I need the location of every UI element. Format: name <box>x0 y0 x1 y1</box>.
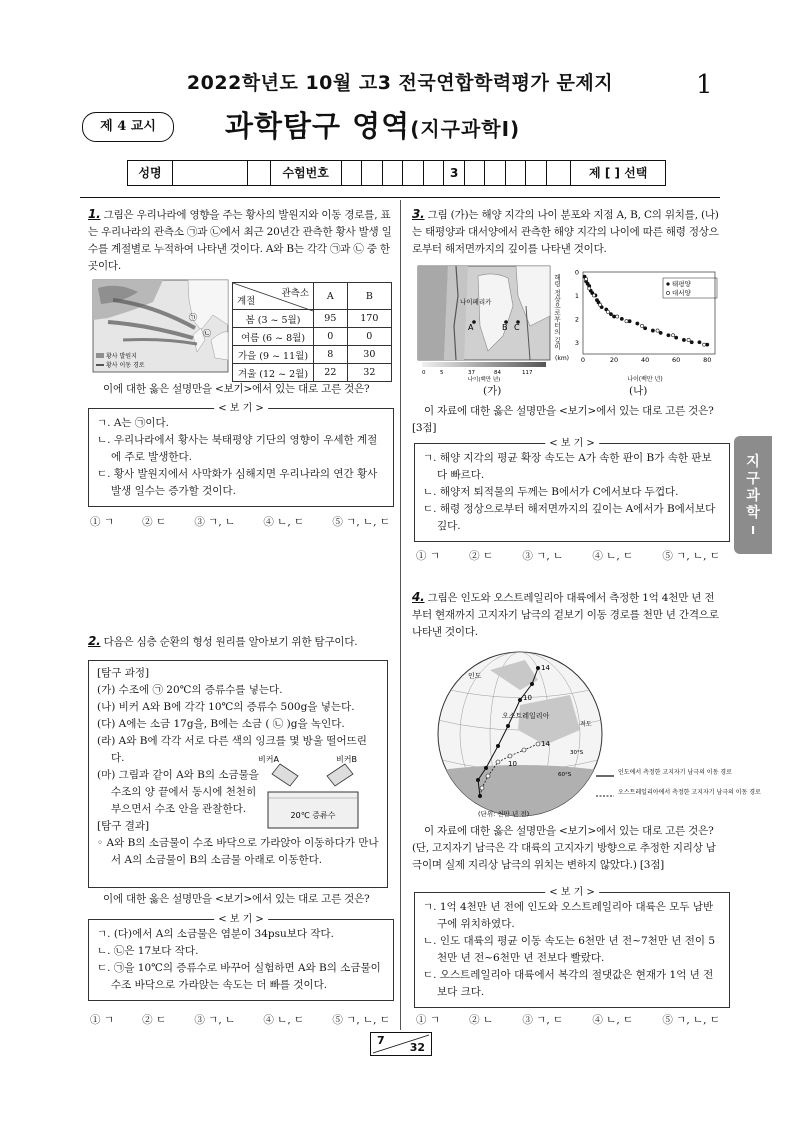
point-b: B <box>502 323 508 332</box>
atlantic-point <box>588 287 591 290</box>
subject-sub: (지구과학Ⅰ) <box>410 117 521 141</box>
q4-stem <box>412 589 720 641</box>
pacific-point <box>706 343 709 346</box>
result-title: [탐구 결과] <box>97 820 150 832</box>
fig-a-label: (가) <box>483 385 502 397</box>
option[interactable]: ③ ㄱ, ㄴ <box>194 516 236 528</box>
bogi-item: ㄴ. ㉡은 17보다 작다. <box>97 945 199 957</box>
pacific-point <box>644 327 647 330</box>
bogi-item: ㄱ. 1억 4천만 년 전에 인도와 오스트레일리아 대륙은 모두 남반구에 위치하였다. <box>423 901 714 930</box>
q1-options <box>90 514 390 529</box>
exam-no-label: 수험번호 <box>270 161 342 185</box>
atlantic-point <box>598 303 601 306</box>
q1-legend-path: 황사 이동 경로 <box>106 362 145 369</box>
svg-text:14: 14 <box>541 740 550 748</box>
bogi-item: ㄴ. 인도 대륙의 평균 이동 속도는 6천만 년 전~7천만 년 전이 5천만 년 전~6천만 년 전보다 빨랐다. <box>423 935 716 964</box>
pacific-point <box>609 313 612 316</box>
q3-bogi-box <box>414 438 730 542</box>
y-tick-label: 3 <box>574 338 579 347</box>
bogi-item: ㄷ. 오스트레일리아 대륙에서 복각의 절댓값은 현재가 1억 년 전보다 크다. <box>423 969 714 998</box>
atlantic-point <box>625 320 628 323</box>
column-divider <box>400 200 401 1030</box>
selection-label: 제 [ ] 선택 <box>570 161 665 185</box>
table-corner: 관측소 계절 <box>233 283 314 310</box>
legend-australia: 오스트레일리아에서 측정한 고지자기 남극의 이동 경로 <box>618 789 761 796</box>
name-field[interactable] <box>173 161 248 185</box>
exam-title: 2022학년도 10월 고3 전국연합학력평가 문제지 <box>186 72 614 94</box>
q1-number: 1. <box>88 207 101 221</box>
proc-step: (나) 비커 A와 B에 각각 10℃의 증류수 500g을 넣는다. <box>97 701 355 713</box>
option[interactable]: ⑤ ㄱ, ㄴ, ㄷ <box>662 550 720 562</box>
q1-prompt: 이에 대한 옳은 설명만을 <보기>에서 있는 대로 고른 것은? <box>103 383 370 395</box>
pacific-point <box>628 320 631 323</box>
pacific-point <box>667 334 670 337</box>
result-text: ◦ A와 B의 소금물이 수조 바닥으로 가라앉아 이동하다가 만나서 A의 소금물이 B의 소금물 아래로 이동한다. <box>97 837 379 866</box>
svg-text:117: 117 <box>522 370 533 376</box>
chart-xlabel: 나이(백만 년) <box>627 376 663 383</box>
q4-globe-figure <box>420 650 761 818</box>
id-row <box>127 160 666 186</box>
footer-page: 7 <box>377 1034 385 1047</box>
option[interactable]: ④ ㄴ, ㄷ <box>263 516 305 528</box>
proc-step: (가) 수조에 ㉠ 20℃의 증류수를 넣는다. <box>97 684 283 696</box>
subject-title <box>225 104 520 145</box>
period-label: 제 4 교시 <box>82 112 174 142</box>
option[interactable]: ④ ㄴ, ㄷ <box>592 1014 634 1026</box>
bogi-item: ㄴ. 해양저 퇴적물의 두께는 B에서가 C에서보다 두껍다. <box>423 486 679 498</box>
pacific-point <box>612 315 615 318</box>
y-tick-label: 2 <box>574 315 579 324</box>
atlantic-point <box>671 334 674 337</box>
proc-step: (라) A와 B에 각각 서로 다른 색의 잉크를 몇 방울 떨어뜨린다. <box>97 735 367 764</box>
svg-text:37: 37 <box>468 370 475 376</box>
option[interactable]: ② ㄷ <box>142 1014 167 1026</box>
exam-no-fixed: 3 <box>444 161 465 185</box>
q2-tank-figure <box>250 752 375 832</box>
option[interactable]: ① ㄱ <box>416 550 440 562</box>
proc-step: (다) A에는 소금 17g을, B에는 소금 ( ㉡ )g을 녹인다. <box>97 718 345 730</box>
q1-text: 그림은 우리나라에 영향을 주는 황사의 발원지와 이동 경로를, 표는 우리나라의 관측소 ㉠과 ㉡에서 최근 20년간 관측한 황사 발생 일수를 계절별로 누적하여 나타낸 것이다. A와 B는 각각 ㉠과 ㉡ 중 한 곳이다. <box>88 209 392 272</box>
svg-text:0: 0 <box>422 370 426 376</box>
q1-marker-1: ㉠ <box>189 313 197 322</box>
table-row: 봄 (3 ~ 5월) 95 170 <box>233 310 392 328</box>
svg-text:나이(백만 년): 나이(백만 년) <box>467 377 501 383</box>
q1-dust-map <box>93 280 228 372</box>
option[interactable]: ① ㄱ <box>416 1014 440 1026</box>
exam-no-digit[interactable] <box>342 161 363 185</box>
option[interactable]: ② ㄴ <box>469 1014 494 1026</box>
point-a: A <box>468 323 474 332</box>
q3-depth-chart <box>553 264 723 382</box>
atlantic-point <box>703 343 706 346</box>
tank-label: 20℃ 증류수 <box>290 811 336 820</box>
q3-options <box>416 548 720 563</box>
option[interactable]: ① ㄱ <box>90 1014 114 1026</box>
q3-seafloor-map <box>418 266 550 382</box>
globe-30s: 30°S <box>570 750 584 756</box>
svg-text:10: 10 <box>508 760 517 768</box>
exam-no-digit[interactable] <box>424 161 445 185</box>
q3-text: 그림 (가)는 해양 지각의 나이 분포와 지점 A, B, C의 위치를, (나)는 태평양과 대서양에서 관측한 해양 지각의 나이에 따른 해령 정상으로부터 해저면까지의 깊이를 나타낸 것이다. <box>412 209 719 255</box>
bogi-title: < 보 기 > <box>545 435 599 452</box>
proc-title: [탐구 과정] <box>97 667 150 679</box>
exam-no-digit[interactable] <box>362 161 383 185</box>
q2-stem <box>88 633 392 651</box>
exam-no-digit[interactable] <box>383 161 404 185</box>
q1-marker-2: ㉡ <box>203 329 211 338</box>
q4-prompt: 이 자료에 대한 옳은 설명만을 <보기>에서 있는 대로 고른 것은? (단, 고지자기 남극은 각 대륙의 고지자기 방향으로 추정한 지리상 남극이며 실제 지리상 남극의 위치는 변하지 않았다.) [3점] <box>412 825 716 871</box>
subject-main: 과학탐구 영역 <box>225 109 411 143</box>
atlantic-point <box>606 310 609 313</box>
exam-no-digit[interactable] <box>506 161 527 185</box>
globe-60s: 60°S <box>558 772 572 778</box>
q2-prompt: 이에 대한 옳은 설명만을 <보기>에서 있는 대로 고른 것은? <box>103 893 370 905</box>
option[interactable]: ③ ㄱ, ㄴ <box>522 550 564 562</box>
svg-text:14: 14 <box>541 664 550 672</box>
bogi-title: < 보 기 > <box>214 400 268 417</box>
bogi-item: ㄱ. A는 ㉠이다. <box>97 417 170 429</box>
exam-no-digit[interactable] <box>526 161 547 185</box>
q4-number: 4. <box>412 590 425 604</box>
bogi-item: ㄷ. 황사 발원지에서 사막화가 심해지면 우리나라의 연간 황사 발생 일수는 증가할 것이다. <box>97 468 378 497</box>
q3-stem <box>412 206 720 258</box>
option[interactable]: ④ ㄴ, ㄷ <box>592 550 634 562</box>
table-header-a: A <box>314 283 348 310</box>
legend-pacific: 태평양 <box>672 280 691 288</box>
option[interactable]: ⑤ ㄱ, ㄴ, ㄷ <box>662 1014 720 1026</box>
atlantic-point <box>585 277 588 280</box>
bogi-item: ㄱ. 해양 지각의 평균 확장 속도는 A가 속한 판이 B가 속한 판보다 빠르다. <box>423 452 712 481</box>
q2-text: 다음은 심층 순환의 형성 원리를 알아보기 위한 탐구이다. <box>103 636 358 648</box>
x-tick-label: 0 <box>580 356 586 364</box>
svg-text:84: 84 <box>494 370 501 376</box>
atlantic-point <box>687 338 690 341</box>
option[interactable]: ② ㄷ <box>142 516 167 528</box>
proc-step: (마) 그림과 같이 A와 B의 소금물을 수조의 양 끝에서 동시에 천천히 부으면서 수조 안을 관찰한다. <box>97 769 259 815</box>
pacific-point <box>690 341 693 344</box>
globe-equator: 적도 <box>580 721 592 728</box>
q1-bogi-box <box>88 403 394 507</box>
chart-ylabel: 해령 정상으로부터의 깊이 <box>553 274 561 350</box>
atlantic-point <box>616 315 619 318</box>
fig-b-label: (나) <box>629 385 648 397</box>
subject-side-tab: 지 구 과 학 Ⅰ <box>734 436 772 554</box>
q2-options <box>90 1012 390 1027</box>
point-c: C <box>514 323 520 332</box>
atlantic-point <box>592 294 595 297</box>
globe-australia: 오스트레일리아 <box>502 712 550 720</box>
atlantic-point <box>656 329 659 332</box>
table-row: 여름 (6 ~ 8월) 0 0 <box>233 328 392 346</box>
q4-options <box>416 1012 720 1027</box>
q4-text: 그림은 인도와 오스트레일리아 대륙에서 측정한 1억 4천만 년 전부터 현재까지 고지자기 남극의 겉보기 이동 경로를 천만 년 간격으로 나타낸 것이다. <box>412 592 719 638</box>
option[interactable]: ③ ㄱ, ㄴ <box>194 1014 236 1026</box>
beaker-b-label: 비커B <box>336 755 357 764</box>
header-rule <box>80 197 720 198</box>
option[interactable]: ② ㄷ <box>469 550 494 562</box>
bogi-item: ㄷ. ㉠을 10℃의 증류수로 바꾸어 실험하면 A와 B의 소금물이 수조 바닥으로 가라앉는 속도는 더 빠를 것이다. <box>97 962 381 991</box>
table-row: 가을 (9 ~ 11월) 8 30 <box>233 346 392 364</box>
q1-table <box>232 282 392 382</box>
svg-text:5: 5 <box>440 370 444 376</box>
globe-india: 인도 <box>468 672 482 680</box>
globe-unit: (단위: 천만 년 전) <box>478 810 530 818</box>
option[interactable]: ⑤ ㄱ, ㄴ, ㄷ <box>332 1014 390 1026</box>
beaker-a-label: 비커A <box>258 755 279 764</box>
pacific-point <box>682 338 685 341</box>
legend-atlantic: 대서양 <box>672 289 691 297</box>
map-label: 나이페리카 <box>460 298 492 306</box>
bogi-item: ㄷ. 해령 정상으로부터 해저면까지의 깊이는 A에서가 B에서보다 깊다. <box>423 503 716 532</box>
exam-no-digit[interactable] <box>485 161 506 185</box>
x-tick-label: 40 <box>640 356 650 364</box>
x-tick-label: 60 <box>672 356 681 364</box>
pacific-point <box>675 336 678 339</box>
table-row: 겨울 (12 ~ 2월) 22 32 <box>233 364 392 382</box>
option[interactable]: ④ ㄴ, ㄷ <box>263 1014 305 1026</box>
exam-no-digit[interactable] <box>403 161 424 185</box>
footer-total: 32 <box>409 1041 425 1054</box>
q1-legend-source: 황사 발원지 <box>106 353 137 360</box>
table-header-b: B <box>347 283 391 310</box>
exam-no-digit[interactable] <box>465 161 486 185</box>
legend-india: 인도에서 측정한 고지자기 남극의 이동 경로 <box>618 769 732 776</box>
svg-text:10: 10 <box>523 694 532 702</box>
q3-prompt: 이 자료에 대한 옳은 설명만을 <보기>에서 있는 대로 고른 것은? [3점] <box>412 405 714 434</box>
x-tick-label: 80 <box>703 356 712 364</box>
pacific-point <box>620 317 623 320</box>
name-label: 성명 <box>128 161 173 185</box>
x-tick-label: 20 <box>609 356 619 364</box>
option[interactable]: ① ㄱ <box>90 516 114 528</box>
y-tick-label: 1 <box>574 291 579 300</box>
pacific-point <box>651 329 654 332</box>
bogi-title: < 보 기 > <box>214 911 268 928</box>
q2-number: 2. <box>88 634 101 648</box>
pacific-point <box>698 341 701 344</box>
page-number: 1 <box>696 70 713 100</box>
page-counter <box>370 1032 432 1056</box>
q1-stem <box>88 206 392 275</box>
q3-number: 3. <box>412 207 425 221</box>
pacific-point <box>659 331 662 334</box>
pacific-point <box>636 322 639 325</box>
option[interactable]: ③ ㄱ, ㄷ <box>522 1014 564 1026</box>
option[interactable]: ⑤ ㄱ, ㄴ, ㄷ <box>332 516 390 528</box>
q2-bogi-box <box>88 914 394 1001</box>
bogi-title: < 보 기 > <box>545 884 599 901</box>
bogi-item: ㄴ. 우리나라에서 황사는 북태평양 기단의 영향이 우세한 계절에 주로 발생한다. <box>97 434 378 463</box>
y-tick-label: 0 <box>574 268 579 277</box>
chart-yunit: (km) <box>555 355 570 362</box>
bogi-item: ㄱ. (다)에서 A의 소금물은 염분이 34psu보다 작다. <box>97 928 334 940</box>
q4-bogi-box <box>414 887 730 1008</box>
atlantic-point <box>640 324 643 327</box>
